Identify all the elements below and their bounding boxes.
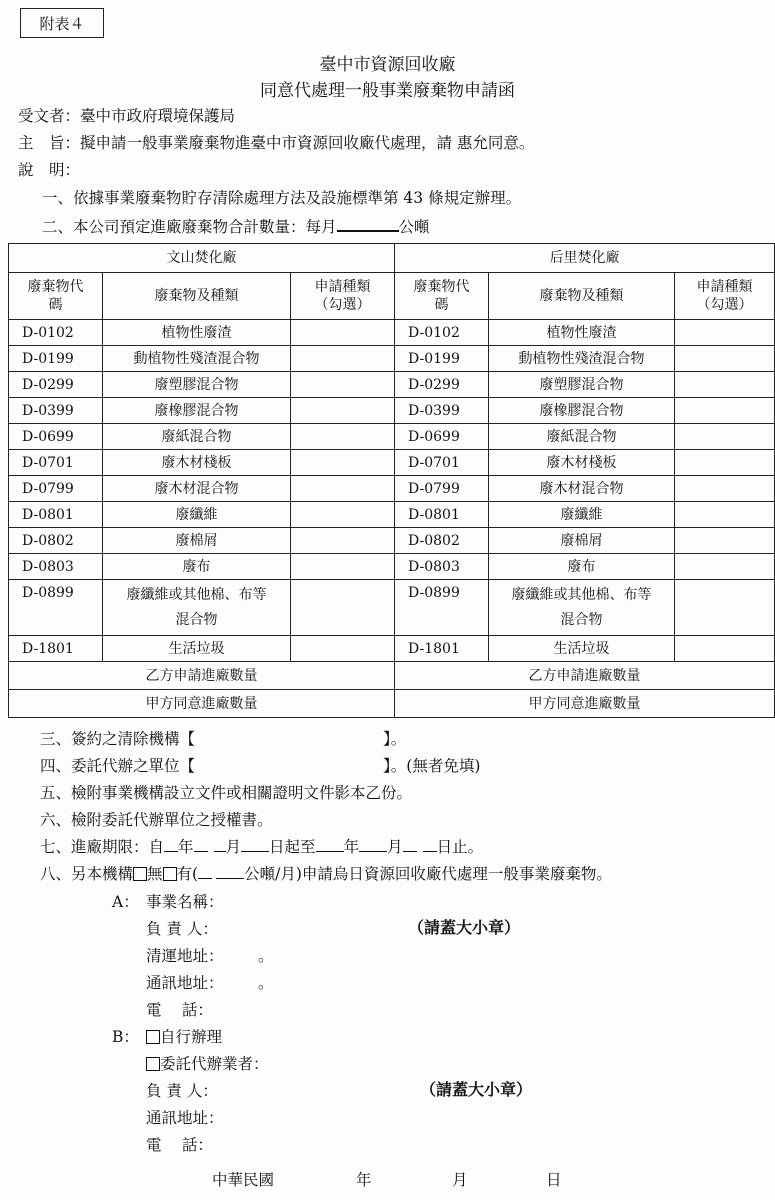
title-line-2: 同意代處理一般事業廢棄物申請函 — [260, 81, 515, 101]
table-row: D-0199 動植物性殘渣混合物 D-0199 動植物性殘渣混合物 — [9, 346, 775, 372]
check-cell[interactable] — [675, 636, 775, 662]
date-day: 日 — [546, 1171, 562, 1189]
date-era: 中華民國 — [212, 1171, 275, 1189]
col-check-left: 申請種類 （勾選） — [291, 273, 395, 320]
business-name-label: 事業名稱： — [146, 893, 224, 911]
item-6: 六、檢附委託代辦單位之授權書。 — [40, 811, 273, 829]
person-label-a: 負 責 人： — [146, 920, 218, 938]
table-row: D-0802 廢棉屑 D-0802 廢棉屑 — [9, 528, 775, 554]
plant-header-row — [9, 244, 775, 273]
yes-checkbox[interactable] — [163, 867, 177, 881]
check-cell[interactable] — [675, 580, 775, 636]
table-row: D-1801 生活垃圾 D-1801 生活垃圾 — [9, 636, 775, 662]
col-code-left: 廢棄物代 碼 — [9, 273, 103, 320]
section-a-label: A： — [112, 893, 139, 911]
check-cell[interactable] — [675, 424, 775, 450]
check-cell[interactable] — [291, 554, 395, 580]
table-row: D-0803 廢布 D-0803 廢布 — [9, 554, 775, 580]
table-row: D-0699 廢紙混合物 D-0699 廢紙混合物 — [9, 424, 775, 450]
col-name-left: 廢棄物及種類 — [103, 273, 291, 320]
quantity-blank[interactable] — [337, 216, 399, 232]
check-cell[interactable] — [291, 636, 395, 662]
check-cell[interactable] — [291, 346, 395, 372]
phone-label-a: 電 話： — [146, 1001, 213, 1019]
self-checkbox[interactable] — [146, 1030, 160, 1044]
sum-row-b: 乙方申請進廠數量 乙方申請進廠數量 — [9, 662, 775, 690]
date-year: 年 — [356, 1171, 372, 1189]
self-handle-option[interactable]: 自行辦理 — [146, 1025, 222, 1047]
check-cell[interactable] — [291, 502, 395, 528]
check-cell[interactable] — [675, 450, 775, 476]
contact-address-label-a: 通訊地址： — [146, 974, 224, 992]
column-header-row — [9, 273, 775, 320]
waste-table — [8, 243, 775, 718]
item-4: 四、委託代辦之單位【 】。(無者免填) — [40, 757, 481, 775]
section-b-label: B： — [112, 1028, 139, 1046]
phone-label-b: 電 話： — [146, 1136, 213, 1154]
col-code-right: 廢棄物代 碼 — [395, 273, 489, 320]
item-2-prefix: 二、本公司預定進廠廢棄物合計數量：每月 — [42, 218, 337, 236]
title-line-1: 臺中市資源回收廠 — [319, 55, 456, 75]
person-label-b: 負 責 人： — [146, 1082, 218, 1100]
check-cell[interactable] — [675, 502, 775, 528]
plant-right: 后里焚化廠 — [395, 244, 775, 273]
check-cell[interactable] — [675, 320, 775, 346]
item-8: 八、另本機構 無 有( 公噸/月)申請烏日資源回收廠代處理一般事業廢棄物。 — [40, 865, 612, 883]
check-cell[interactable] — [291, 450, 395, 476]
attachment-label: 附表４ — [20, 8, 104, 38]
check-cell[interactable] — [291, 476, 395, 502]
subject: 主 旨：擬申請一般事業廢棄物進臺中市資源回收廠代處理，請 惠允同意。 — [18, 134, 535, 152]
date-month: 月 — [452, 1171, 468, 1189]
item-3: 三、簽約之清除機構【 】。 — [40, 730, 407, 748]
clean-address-label: 清運地址： — [146, 947, 224, 965]
plant-left: 文山焚化廠 — [9, 244, 395, 273]
stamp-note-b: （請蓋大小章） — [420, 1080, 533, 1099]
item-2 — [42, 215, 430, 237]
stamp-note-a: （請蓋大小章） — [408, 918, 521, 937]
sum-row-a: 甲方同意進廠數量 甲方同意進廠數量 — [9, 690, 775, 718]
no-checkbox[interactable] — [133, 867, 147, 881]
table-row: D-0102 植物性廢渣 D-0102 植物性廢渣 — [9, 320, 775, 346]
col-name-right: 廢棄物及種類 — [489, 273, 675, 320]
check-cell[interactable] — [675, 372, 775, 398]
check-cell[interactable] — [675, 476, 775, 502]
explain-label: 說 明： — [18, 161, 81, 179]
check-cell[interactable] — [291, 320, 395, 346]
check-cell[interactable] — [291, 580, 395, 636]
item-1: 一、依據事業廢棄物貯存清除處理方法及設施標準第 43 條規定辦理。 — [42, 189, 522, 207]
agent-option[interactable]: 委託代辦業者： — [146, 1052, 269, 1074]
check-cell[interactable] — [675, 528, 775, 554]
check-cell[interactable] — [291, 528, 395, 554]
check-cell[interactable] — [291, 372, 395, 398]
table-row: D-0799 廢木材混合物 D-0799 廢木材混合物 — [9, 476, 775, 502]
agent-checkbox[interactable] — [146, 1057, 160, 1071]
check-cell[interactable] — [675, 346, 775, 372]
item-7: 七、進廠期限：自 年 月 日起至 年 月 日止。 — [40, 838, 484, 856]
check-cell[interactable] — [675, 554, 775, 580]
table-row: D-0299 廢塑膠混合物 D-0299 廢塑膠混合物 — [9, 372, 775, 398]
table-row: D-0399 廢橡膠混合物 D-0399 廢橡膠混合物 — [9, 398, 775, 424]
item-2-suffix: 公噸 — [398, 218, 430, 236]
table-row: D-0801 廢纖維 D-0801 廢纖維 — [9, 502, 775, 528]
table-row: D-0899 廢纖維或其他棉、布等 混合物 D-0899 廢纖維或其他棉、布等 混合物 — [9, 580, 775, 636]
contact-address-label-b: 通訊地址： — [146, 1109, 224, 1127]
table-row: D-0701 廢木材棧板 D-0701 廢木材棧板 — [9, 450, 775, 476]
check-cell[interactable] — [291, 424, 395, 450]
recipient: 受文者：臺中市政府環境保護局 — [18, 107, 236, 125]
check-cell[interactable] — [675, 398, 775, 424]
col-check-right: 申請種類 （勾選） — [675, 273, 775, 320]
check-cell[interactable] — [291, 398, 395, 424]
item-5: 五、檢附事業機構設立文件或相關證明文件影本乙份。 — [40, 784, 413, 802]
